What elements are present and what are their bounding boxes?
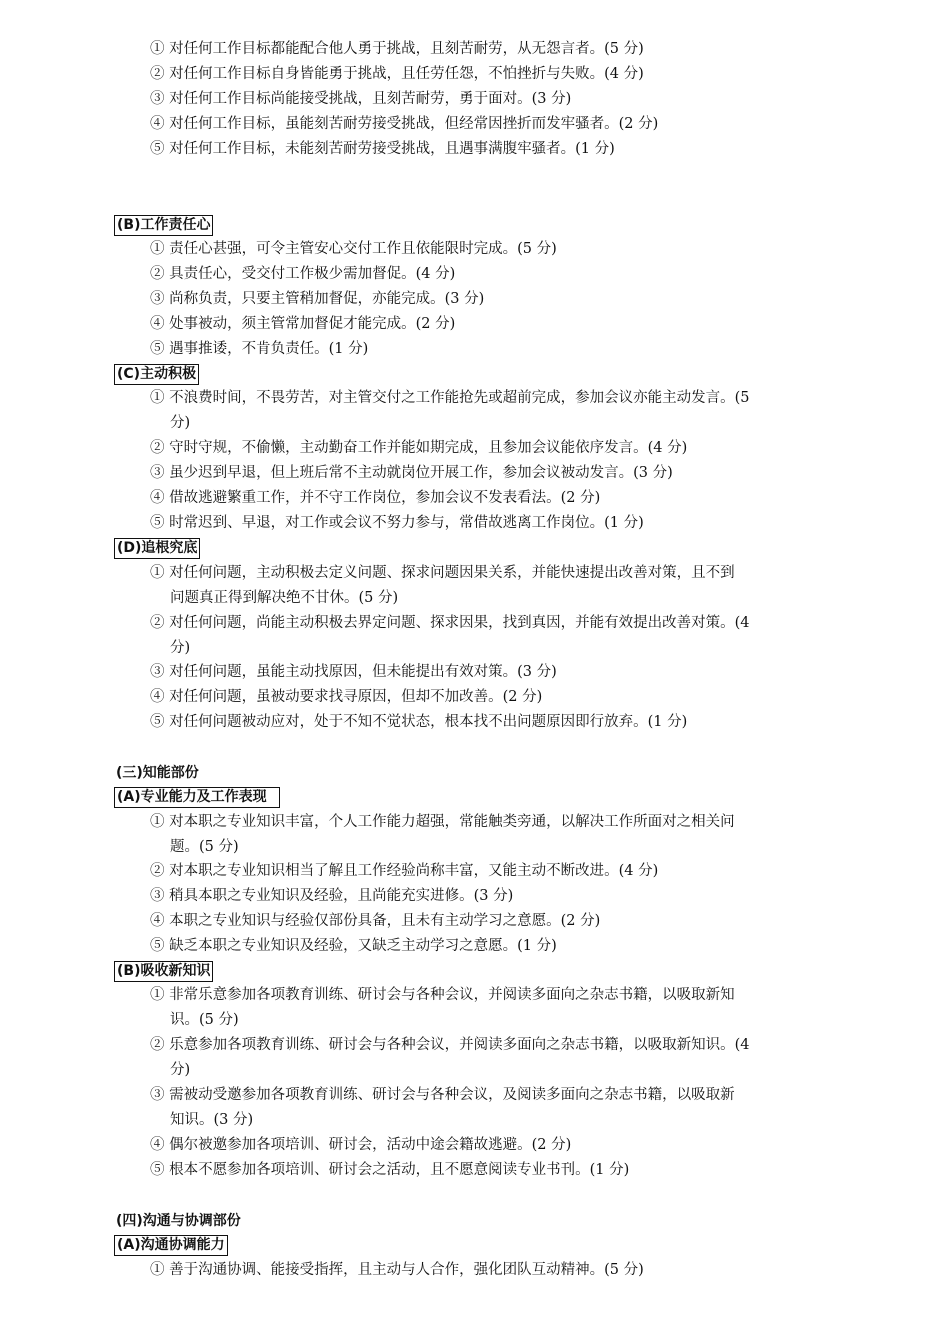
item-continuation: 识。(5 分)	[170, 1012, 239, 1028]
list-item	[150, 983, 840, 1033]
item-continuation: 分)	[170, 640, 191, 656]
list-item	[150, 386, 840, 436]
list-item: ③ 稍具本职之专业知识及经验，且尚能充实进修。(3 分)	[150, 888, 514, 904]
item-line: ① 不浪费时间，不畏劳苦，对主管交付之工作能抢先或超前完成，参加会议亦能主动发言。(5	[150, 390, 750, 406]
section-heading: (B)吸收新知识	[114, 961, 213, 982]
list-item: ③ 虽少迟到早退，但上班后常不主动就岗位开展工作，参加会议被动发言。(3 分)	[150, 465, 673, 481]
item-continuation: 分)	[170, 1062, 191, 1078]
list-item: ④ 处事被动，须主管常加督促才能完成。(2 分)	[150, 316, 456, 332]
list-item: ⑤ 遇事推诿，不肯负责任。(1 分)	[150, 341, 369, 357]
list-item: ⑤ 对任何问题被动应对，处于不知不觉状态，根本找不出问题原因即行放弃。(1 分)	[150, 714, 688, 730]
list-item: ② 具责任心，受交付工作极少需加督促。(4 分)	[150, 266, 456, 282]
list-item: ⑤ 对任何工作目标，未能刻苦耐劳接受挑战，且遇事满腹牢骚者。(1 分)	[150, 141, 615, 157]
item-line: ③ 需被动受邀参加各项教育训练、研讨会与各种会议，及阅读多面向之杂志书籍，以吸取新	[150, 1087, 735, 1103]
list-item: ④ 本职之专业知识与经验仅部份具备，且未有主动学习之意愿。(2 分)	[150, 913, 601, 929]
list-item	[150, 810, 840, 860]
item-continuation: 问题真正得到解决绝不甘休。(5 分)	[170, 590, 399, 606]
part-title: (三)知能部份	[116, 765, 199, 781]
item-continuation: 题。(5 分)	[170, 839, 239, 855]
item-line: ① 对任何问题，主动积极去定义问题、探求问题因果关系，并能快速提出改善对策，且不到	[150, 565, 735, 581]
list-item: ③ 对任何问题，虽能主动找原因，但未能提出有效对策。(3 分)	[150, 664, 557, 680]
list-item: ⑤ 缺乏本职之专业知识及经验，又缺乏主动学习之意愿。(1 分)	[150, 938, 557, 954]
item-line: ① 对本职之专业知识丰富，个人工作能力超强，常能触类旁通，以解决工作所面对之相关问	[150, 814, 735, 830]
list-item: ① 对任何工作目标都能配合他人勇于挑战，且刻苦耐劳，从无怨言者。(5 分)	[150, 41, 644, 57]
list-item: ② 对本职之专业知识相当了解且工作经验尚称丰富，又能主动不断改进。(4 分)	[150, 863, 659, 879]
section-heading: (B)工作责任心	[114, 215, 213, 236]
list-item: ① 责任心甚强，可令主管安心交付工作且依能限时完成。(5 分)	[150, 241, 557, 257]
list-item: ④ 借故逃避繁重工作，并不守工作岗位，参加会议不发表看法。(2 分)	[150, 490, 601, 506]
list-item: ③ 对任何工作目标尚能接受挑战，且刻苦耐劳，勇于面对。(3 分)	[150, 91, 572, 107]
list-item	[150, 611, 840, 661]
list-item	[150, 1033, 840, 1083]
list-item: ③ 尚称负责，只要主管稍加督促，亦能完成。(3 分)	[150, 291, 485, 307]
item-continuation: 知识。(3 分)	[170, 1112, 254, 1128]
list-item: ② 守时守规，不偷懒，主动勤奋工作并能如期完成，且参加会议能依序发言。(4 分)	[150, 440, 688, 456]
section-heading: (A)专业能力及工作表现	[114, 787, 280, 808]
part-title: (四)沟通与协调部份	[116, 1213, 241, 1229]
section-heading: (D)追根究底	[114, 538, 200, 559]
list-item: ⑤ 时常迟到、早退，对工作或会议不努力参与，常借故逃离工作岗位。(1 分)	[150, 515, 644, 531]
list-item: ④ 对任何问题，虽被动要求找寻原因，但却不加改善。(2 分)	[150, 689, 543, 705]
item-line: ① 非常乐意参加各项教育训练、研讨会与各种会议，并阅读多面向之杂志书籍，以吸取新知	[150, 987, 735, 1003]
list-item	[150, 1083, 840, 1133]
section-heading: (C)主动积极	[114, 364, 199, 385]
section-heading: (A)沟通协调能力	[114, 1235, 228, 1256]
list-item: ④ 对任何工作目标，虽能刻苦耐劳接受挑战，但经常因挫折而发牢骚者。(2 分)	[150, 116, 659, 132]
list-item	[150, 561, 840, 611]
list-item: ② 对任何工作目标自身皆能勇于挑战，且任劳任怨，不怕挫折与失败。(4 分)	[150, 66, 644, 82]
item-line: ② 乐意参加各项教育训练、研讨会与各种会议，并阅读多面向之杂志书籍，以吸取新知识。(4	[150, 1037, 750, 1053]
item-continuation: 分)	[170, 415, 191, 431]
list-item: ⑤ 根本不愿参加各项培训、研讨会之活动，且不愿意阅读专业书刊。(1 分)	[150, 1162, 630, 1178]
list-item: ① 善于沟通协调、能接受指挥，且主动与人合作，强化团队互动精神。(5 分)	[150, 1262, 644, 1278]
item-line: ② 对任何问题，尚能主动积极去界定问题、探求因果，找到真因，并能有效提出改善对策。(4	[150, 615, 750, 631]
list-item: ④ 偶尔被邀参加各项培训、研讨会，活动中途会籍故逃避。(2 分)	[150, 1137, 572, 1153]
